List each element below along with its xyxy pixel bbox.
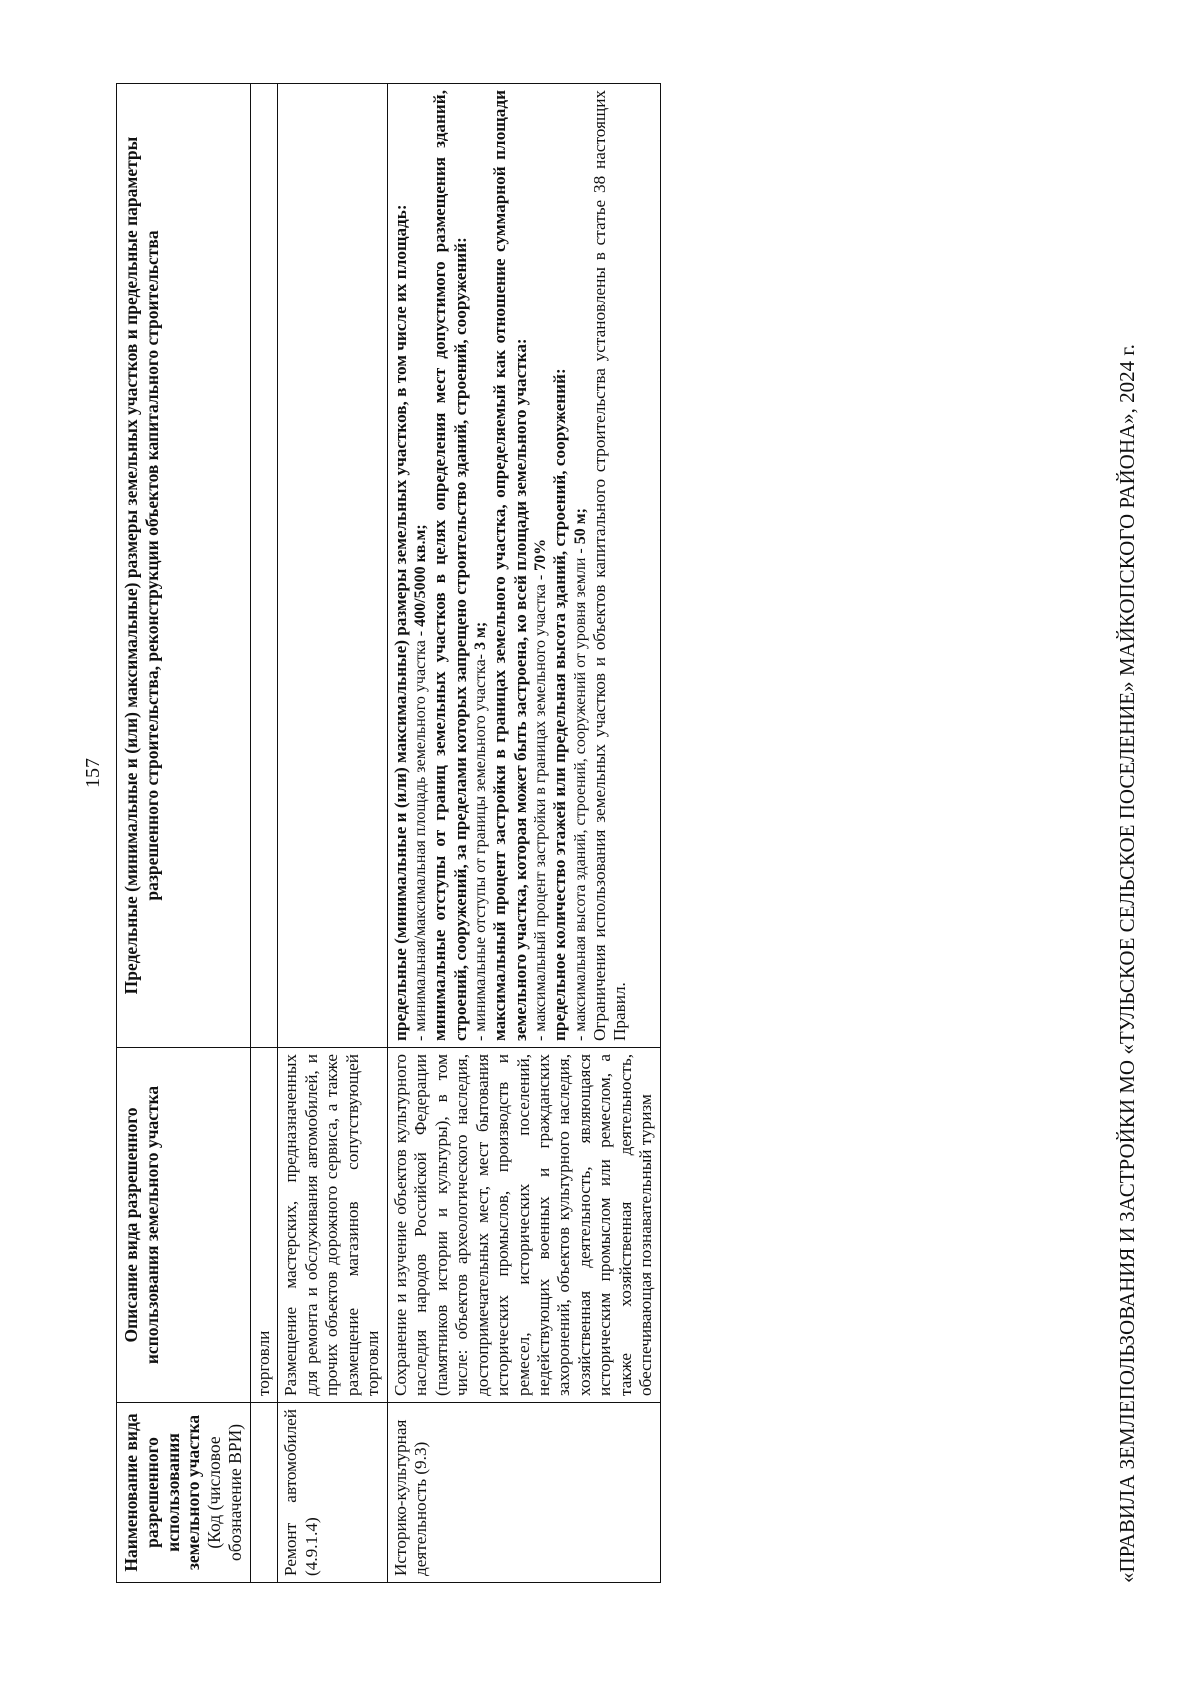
param-coverage: - максимальный процент застройки в границах земельного участка - 70% — [532, 538, 550, 1041]
zoning-table — [116, 83, 661, 1583]
param-area: - минимальная/максимальная площадь земельного участка - 400/5000 кв.м; — [412, 524, 430, 1041]
param-heading-sizes: предельные (минимальные и (или) максимальные) размеры земельных участков, в том числе их площадь: — [390, 204, 410, 1041]
cell-params — [250, 84, 277, 1048]
cell-name: Ремонт автомобилей (4.9.1.4) — [278, 1403, 387, 1583]
document-footer: «ПРАВИЛА ЗЕМЛЕПОЛЬЗОВАНИЯ И ЗАСТРОЙКИ МО «ТУЛЬСКОЕ СЕЛЬСКОЕ ПОСЕЛЕНИЕ» МАЙКОПСКОГО РАЙОНА», 2024 г. — [1115, 344, 1139, 1583]
param-heading-coverage: максимальный процент застройки в границах земельного участка, определяемый как отношение суммарной площади земельного участка, которая может быть застроена, ко всей площади земельного участка: — [490, 90, 530, 1041]
header-code-label: (Код (числовое обозначение ВРИ) — [204, 1423, 246, 1562]
param-heading-setbacks: минимальные отступы от границ земельных участков в целях определения мест допустимого размещения зданий, строений, сооружений, за пределами которых запрещено строительство зданий, строений, сооружений: — [430, 90, 470, 1041]
param-heading-height: предельное количество этажей или предельная высота зданий, строений, сооружений: — [550, 368, 570, 1041]
table-row — [278, 84, 387, 1583]
param-height: - максимальная высота зданий, строений, сооружений от уровня земли - 50 м; — [571, 508, 589, 1041]
page-number: 157 — [82, 758, 104, 788]
header-name — [117, 1403, 251, 1583]
cell-description: торговли — [250, 1048, 277, 1403]
table-header-row — [117, 84, 251, 1583]
table-row — [387, 84, 660, 1583]
cell-description: Сохранение и изучение объектов культурного наследия народов Российской Федерации (памятников истории и культуры), в том числе: объектов археологического наследия, достопримечательных мест, мест бытования исторических промыслов, производств и ремесел, исторических поселений, недействующих военных и гражданских захоронений, объектов культурного наследия, хозяйственная деятельность, являющаяся историческим промыслом или ремеслом, а также хозяйственная деятельность, обеспечивающая познавательный туризм — [387, 1048, 660, 1403]
header-description: Описание вида разрешенного использования земельного участка — [117, 1048, 251, 1403]
param-setback: - минимальные отступы от границы земельного участка- 3 м; — [472, 621, 490, 1041]
header-params: Предельные (минимальные и (или) максимальные) размеры земельных участков и предельные параметры разрешенного строительства, реконструкции объектов капитального строительства — [117, 84, 251, 1048]
param-restrictions: Ограничения использования земельных участков и объектов капитального строительства установлены в статье 38 настоящих Правил. — [589, 90, 630, 1041]
cell-name — [250, 1403, 277, 1583]
cell-params — [278, 84, 387, 1048]
cell-params-list — [387, 84, 660, 1048]
table-row — [250, 84, 277, 1583]
rotated-table-container — [116, 83, 916, 1583]
cell-description: Размещение мастерских, предназначенных для ремонта и обслуживания автомобилей, и прочих объектов дорожного сервиса, а также размещение магазинов сопутствующей торговли — [278, 1048, 387, 1403]
cell-name: Историко-культурная деятельность (9.3) — [387, 1403, 660, 1583]
header-name-label: Наименование вида разрешенного использования земельного участка — [121, 1413, 204, 1572]
